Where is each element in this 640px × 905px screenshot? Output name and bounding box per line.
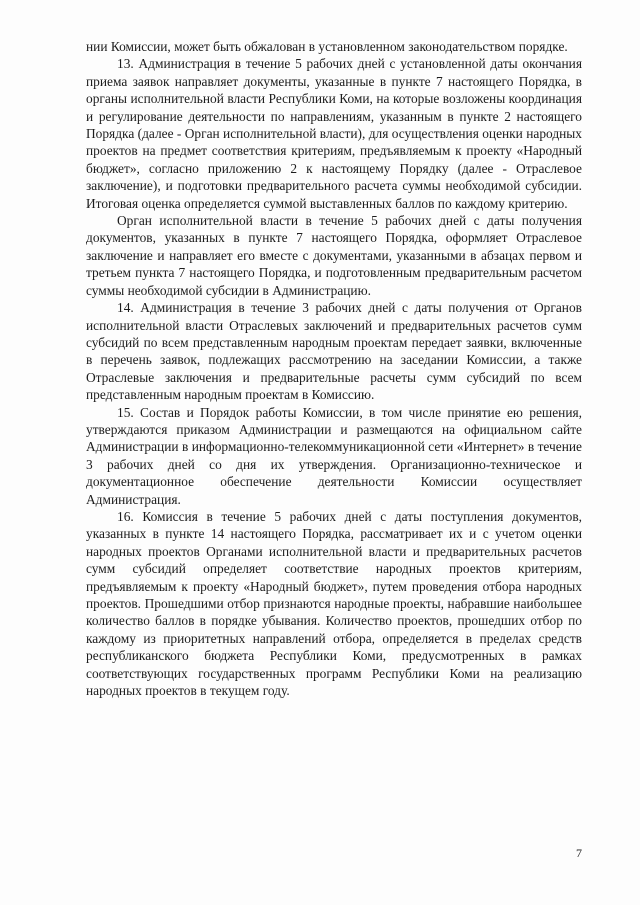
paragraph-item-15: 15. Состав и Порядок работы Комиссии, в том числе принятие ею решения, утверждаются приказом Администрации и размещаются на официальном сайте Администрации в информационно-телекоммуникационной сети «Интернет» в течение 3 рабочих дней со дня их утверждения. Организационно-техническое и документационное обеспечение деятельности Комиссии осуществляет Администрация. (86, 404, 582, 507)
paragraph-continuation: нии Комиссии, может быть обжалован в установленном законодательством порядке. (86, 39, 568, 54)
page-number: 7 (576, 846, 582, 860)
paragraph-item-16: 16. Комиссия в течение 5 рабочих дней с даты поступления документов, указанных в пункте 14 настоящего Порядка, рассматривает их и с учетом оценки народных проектов Органами исполнительной власти и предварительных расчетов сумм субсидий определяет соответствие народных проектов критериям, предъявляемым к проекту «Народный бюджет», путем проведения отбора народных проектов. Прошедшими отбор признаются народные проекты, набравшие наибольшее количество баллов в порядке убывания. Количество проектов, прошедших отбор по каждому из приоритетных направлений отбора, определяется в пределах средств республиканского бюджета Республики Коми, предусмотренных в рамках соответствующих государственных программ Республики Коми на реализацию народных проектов в текущем году. (86, 508, 582, 699)
paragraph-item-14: 14. Администрация в течение 3 рабочих дней с даты получения от Органов исполнительной власти Отраслевых заключений и предварительных расчетов сумм субсидий по всем представленным народным проектам передает заявки, включенные в перечень заявок, подлежащих рассмотрению на заседании Комиссии, а также Отраслевые заключения и предварительные расчеты сумм субсидий по всем представленным народным проектам в Комиссию. (86, 300, 582, 403)
paragraph-executive-body: Орган исполнительной власти в течение 5 рабочих дней с даты получения документов, указанных в пункте 7 настоящего Порядка, оформляет Отраслевое заключение и направляет его вместе с документами, указанными в абзацах первом и третьем пункта 7 настоящего Порядка, и подготовленным предварительным расчетом суммы необходимой субсидии в Администрацию. (86, 213, 582, 298)
paragraph-item-13: 13. Администрация в течение 5 рабочих дней с установленной даты окончания приема заявок направляет документы, указанные в пункте 7 настоящего Порядка, в органы исполнительной власти Республики Коми, на которые возложены координация и регулирование деятельности по направлениям, указанным в пункте 2 настоящего Порядка (далее - Орган исполнительной власти), для осуществления оценки народных проектов на предмет соответствия критериям, предъявляемым к проекту «Народный бюджет», согласно приложению 2 к настоящему Порядку (далее - Отраслевое заключение), и подготовки предварительного расчета суммы необходимой субсидии. Итоговая оценка определяется суммой выставленных баллов по каждому критерию. (86, 56, 582, 211)
document-body (86, 38, 582, 699)
